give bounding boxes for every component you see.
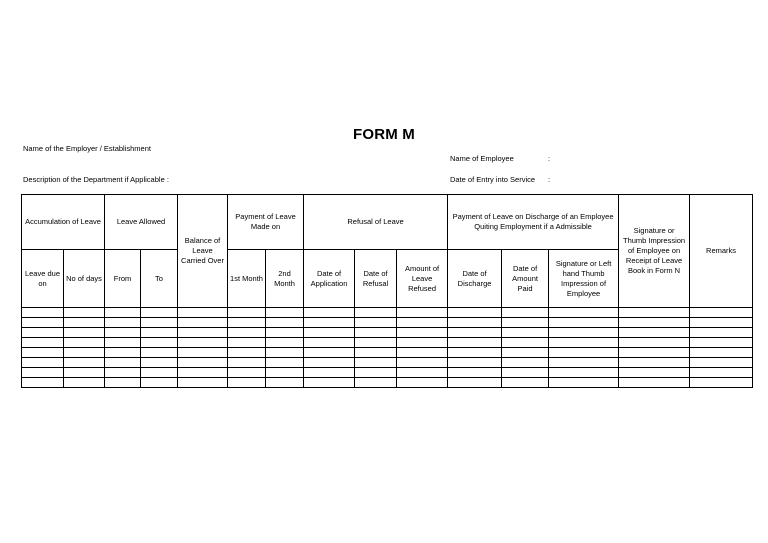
table-cell — [690, 368, 753, 378]
header-signature-receipt: Signature or Thumb Impression of Employee on Receipt of Leave Book in Form N — [619, 195, 690, 308]
table-cell — [141, 358, 178, 368]
table-cell — [690, 308, 753, 318]
table-cell — [619, 338, 690, 348]
table-cell — [448, 318, 502, 328]
employer-label: Name of the Employer / Establishment — [23, 144, 151, 153]
table-cell — [397, 358, 448, 368]
table-cell — [304, 358, 355, 368]
header-leave-allowed: Leave Allowed — [105, 195, 178, 250]
table-row — [22, 328, 753, 338]
header-from: From — [105, 250, 141, 308]
table-cell — [266, 348, 304, 358]
table-cell — [355, 378, 397, 388]
table-cell — [448, 368, 502, 378]
table-cell — [502, 308, 549, 318]
header-no-of-days: No of days — [64, 250, 105, 308]
table-cell — [178, 368, 228, 378]
table-cell — [141, 328, 178, 338]
table-cell — [304, 378, 355, 388]
table-cell — [304, 348, 355, 358]
table-cell — [448, 378, 502, 388]
table-cell — [64, 358, 105, 368]
table-cell — [549, 308, 619, 318]
table-cell — [355, 328, 397, 338]
table-cell — [178, 358, 228, 368]
table-cell — [397, 318, 448, 328]
table-row — [22, 378, 753, 388]
table-cell — [448, 358, 502, 368]
table-cell — [141, 348, 178, 358]
table-cell — [64, 308, 105, 318]
table-cell — [178, 328, 228, 338]
table-cell — [619, 308, 690, 318]
header-date-of-application: Date of Application — [304, 250, 355, 308]
table-cell — [549, 378, 619, 388]
header-date-of-discharge: Date of Discharge — [448, 250, 502, 308]
table-cell — [304, 338, 355, 348]
table-cell — [228, 348, 266, 358]
table-cell — [502, 328, 549, 338]
table-cell — [178, 308, 228, 318]
table-cell — [266, 378, 304, 388]
header-date-of-refusal: Date of Refusal — [355, 250, 397, 308]
entry-date-colon: : — [548, 175, 551, 184]
leave-register-table — [21, 194, 753, 388]
header-accumulation-of-leave: Accumulation of Leave — [22, 195, 105, 250]
table-cell — [355, 338, 397, 348]
table-cell — [448, 338, 502, 348]
table-cell — [448, 328, 502, 338]
table-cell — [690, 328, 753, 338]
table-cell — [266, 318, 304, 328]
table-cell — [64, 328, 105, 338]
table-cell — [690, 378, 753, 388]
table-cell — [64, 318, 105, 328]
table-cell — [549, 358, 619, 368]
table-cell — [105, 338, 141, 348]
header-refusal-of-leave: Refusal of Leave — [304, 195, 448, 250]
table-cell — [397, 368, 448, 378]
table-cell — [690, 318, 753, 328]
employee-name-label: Name of Employee — [450, 154, 514, 163]
header-amount-refused: Amount of Leave Refused — [397, 250, 448, 308]
table-cell — [228, 378, 266, 388]
table-cell — [178, 338, 228, 348]
table-cell — [690, 338, 753, 348]
table-cell — [141, 308, 178, 318]
table-row — [22, 348, 753, 358]
table-cell — [22, 368, 64, 378]
header-second-month: 2nd Month — [266, 250, 304, 308]
table-row — [22, 368, 753, 378]
table-cell — [105, 348, 141, 358]
table-row — [22, 318, 753, 328]
table-cell — [22, 308, 64, 318]
table-cell — [64, 368, 105, 378]
header-row-groups — [22, 195, 753, 250]
table-cell — [619, 348, 690, 358]
header-remarks: Remarks — [690, 195, 753, 308]
department-label: Description of the Department if Applicable : — [23, 175, 169, 184]
header-date-amount-paid: Date of Amount Paid — [502, 250, 549, 308]
table-cell — [105, 378, 141, 388]
table-row — [22, 358, 753, 368]
table-cell — [178, 378, 228, 388]
table-cell — [397, 378, 448, 388]
table-cell — [355, 348, 397, 358]
table-cell — [619, 318, 690, 328]
table-cell — [22, 338, 64, 348]
table-cell — [141, 378, 178, 388]
header-signature-thumb: Signature or Left hand Thumb Impression of Employee — [549, 250, 619, 308]
table-cell — [690, 358, 753, 368]
employee-name-colon: : — [548, 154, 551, 163]
table-cell — [619, 368, 690, 378]
table-cell — [266, 368, 304, 378]
table-cell — [178, 318, 228, 328]
table-cell — [549, 328, 619, 338]
table-cell — [619, 328, 690, 338]
table-cell — [228, 328, 266, 338]
table-row — [22, 308, 753, 318]
table-cell — [397, 348, 448, 358]
table-cell — [228, 308, 266, 318]
table-cell — [619, 378, 690, 388]
table-cell — [304, 318, 355, 328]
table-cell — [266, 308, 304, 318]
table-cell — [448, 308, 502, 318]
table-cell — [502, 368, 549, 378]
table-cell — [105, 318, 141, 328]
table-cell — [64, 338, 105, 348]
table-cell — [141, 318, 178, 328]
table-cell — [228, 368, 266, 378]
table-cell — [549, 348, 619, 358]
table-cell — [22, 358, 64, 368]
table-cell — [355, 358, 397, 368]
header-payment-of-leave: Payment of Leave Made on — [228, 195, 304, 250]
table-cell — [105, 308, 141, 318]
table-cell — [690, 348, 753, 358]
table-cell — [228, 318, 266, 328]
table-cell — [304, 328, 355, 338]
table-row — [22, 338, 753, 348]
table-cell — [355, 368, 397, 378]
table-cell — [502, 378, 549, 388]
table-cell — [397, 308, 448, 318]
header-payment-on-discharge: Payment of Leave on Discharge of an Employee Quiting Employment if a Admissible — [448, 195, 619, 250]
table-cell — [266, 328, 304, 338]
table-cell — [397, 328, 448, 338]
table-cell — [64, 378, 105, 388]
header-balance-carried-over: Balance of Leave Carried Over — [178, 195, 228, 308]
header-leave-due-on: Leave due on — [22, 250, 64, 308]
table-cell — [22, 328, 64, 338]
table-cell — [141, 338, 178, 348]
table-cell — [22, 378, 64, 388]
header-to: To — [141, 250, 178, 308]
table-cell — [22, 318, 64, 328]
table-cell — [64, 348, 105, 358]
table-cell — [502, 338, 549, 348]
blank-rows — [22, 308, 753, 388]
table-cell — [105, 358, 141, 368]
table-cell — [105, 368, 141, 378]
table-cell — [619, 358, 690, 368]
header-first-month: 1st Month — [228, 250, 266, 308]
table-cell — [502, 348, 549, 358]
table-cell — [228, 358, 266, 368]
table-cell — [397, 338, 448, 348]
table-cell — [549, 368, 619, 378]
table-cell — [448, 348, 502, 358]
table-cell — [22, 348, 64, 358]
entry-date-label: Date of Entry into Service — [450, 175, 536, 184]
table-cell — [105, 328, 141, 338]
table-cell — [355, 308, 397, 318]
table-cell — [266, 358, 304, 368]
table-cell — [228, 338, 266, 348]
table-cell — [178, 348, 228, 358]
table-cell — [549, 318, 619, 328]
table-cell — [502, 358, 549, 368]
table-cell — [304, 308, 355, 318]
form-title: FORM M — [352, 126, 416, 143]
table-cell — [549, 338, 619, 348]
table-cell — [141, 368, 178, 378]
table-cell — [304, 368, 355, 378]
table-cell — [355, 318, 397, 328]
table-cell — [502, 318, 549, 328]
table-cell — [266, 338, 304, 348]
